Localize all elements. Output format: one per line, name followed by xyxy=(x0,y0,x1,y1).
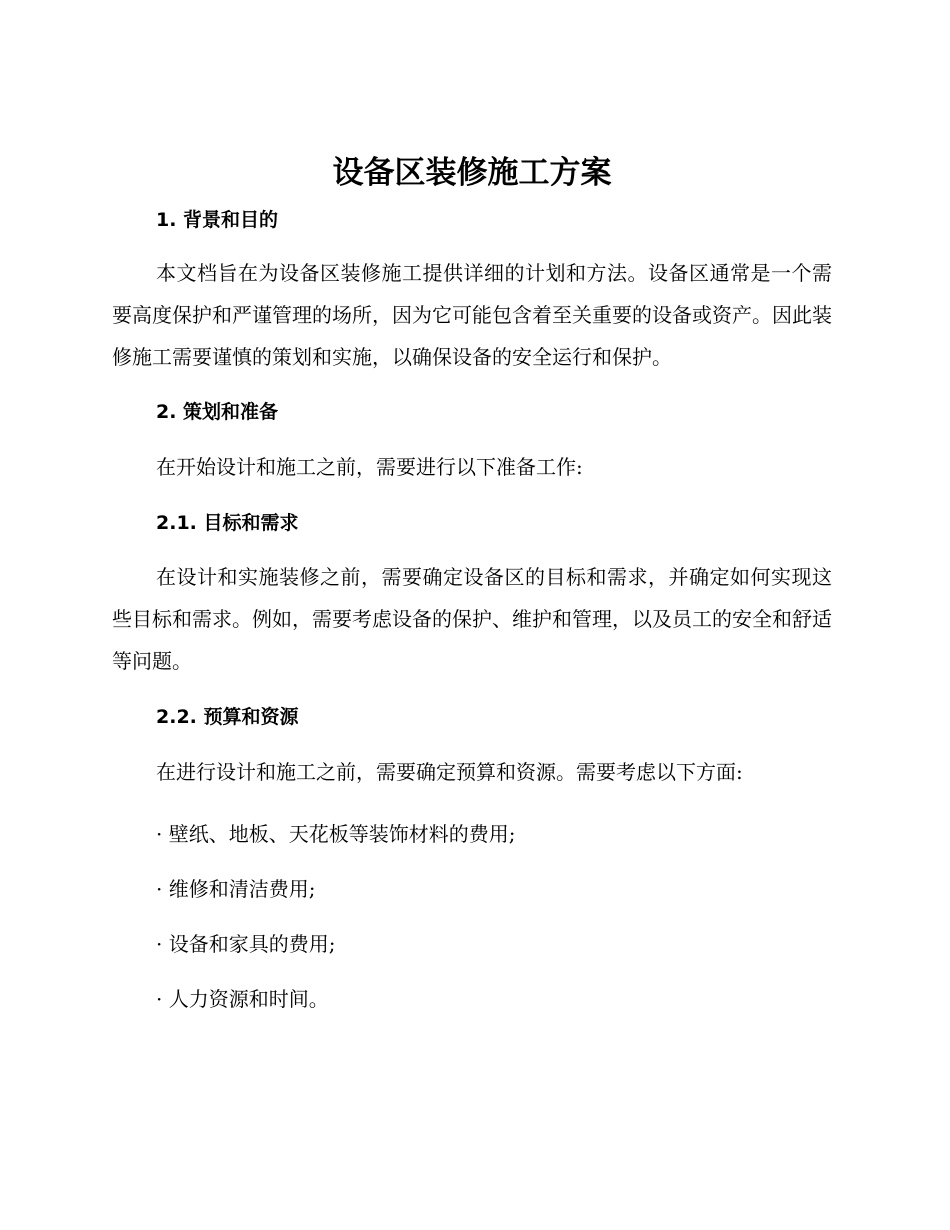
document-title: 设备区装修施工方案 xyxy=(332,155,612,191)
paragraph-planning: 在开始设计和施工之前，需要进行以下准备工作: xyxy=(156,455,583,479)
document-page xyxy=(112,150,832,1013)
list-item: · 维修和清洁费用; xyxy=(156,877,316,901)
paragraph-budget: 在进行设计和施工之前，需要确定预算和资源。需要考虑以下方面: xyxy=(156,760,743,784)
paragraph-background: 本文档旨在为设备区装修施工提供详细的计划和方法。设备区通常是一个需要高度保护和严谨管理的场所，因为它可能包含着至关重要的设备或资产。因此装修施工需要谨慎的策划和实施，以确保设备的安全运行和保护。 xyxy=(112,261,832,369)
list-item: · 设备和家具的费用; xyxy=(156,932,336,956)
section-heading-budget: 2.2. 预算和资源 xyxy=(156,706,299,728)
section-heading-planning: 2. 策划和准备 xyxy=(156,401,279,423)
list-item: · 人力资源和时间。 xyxy=(156,987,329,1011)
section-heading-background: 1. 背景和目的 xyxy=(156,209,279,231)
paragraph-goals: 在设计和实施装修之前，需要确定设备区的目标和需求，并确定如何实现这些目标和需求。例如，需要考虑设备的保护、维护和管理，以及员工的安全和舒适等问题。 xyxy=(112,565,832,673)
section-heading-goals: 2.1. 目标和需求 xyxy=(156,512,299,534)
list-item: · 壁纸、地板、天花板等装饰材料的费用; xyxy=(156,822,516,846)
